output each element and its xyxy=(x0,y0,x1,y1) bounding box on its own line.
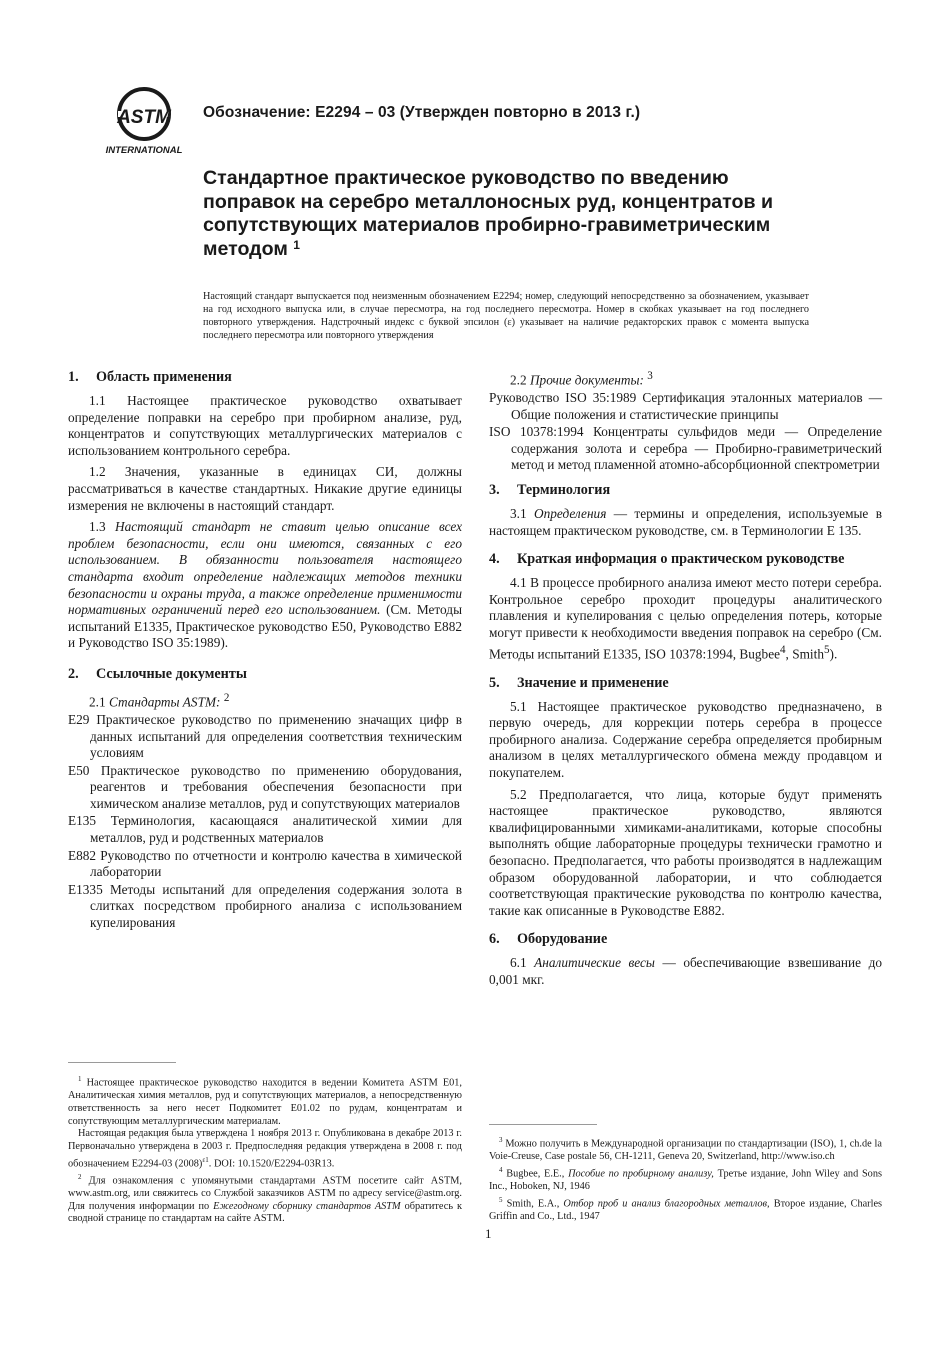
section-2-heading: 2. Ссылочные документы xyxy=(68,665,247,682)
logo-lettering: ASTM xyxy=(117,107,171,128)
reference-e882: E882 Руководство по отчетности и контролю качества в химической лаборатории xyxy=(68,847,462,880)
footnote-divider-right xyxy=(489,1124,597,1125)
footnote-1: $^1$ Настоящее практическое руководство находится в ведении Комитета ASTM E01, Аналитическая химия металлов, руд и сопутствующих материалов, а непосредственную ответственность за него несет Подкомитет E01.02 по рудам, концентратам и сопутствующим металлургическим материалам. xyxy=(68,1075,463,1127)
astm-logo xyxy=(104,86,184,156)
page-number: 1 xyxy=(485,1226,492,1241)
footnote-3: $^3$ Можно получить в Международной организации по стандартизации (ISO), 1, ch.de la Voie-Creuse, Case postale 56, CH-1211, Geneva 20, Switzerland, http://www.iso.ch xyxy=(489,1136,882,1163)
paragraph-1-3: 1.3 Настоящий стандарт не ставит целью описание всех проблем безопасности, если они имеются, связанных с его использованием. В обязанности пользователя настоящего стандарта входит определение надлежащих методов техники безопасности и охраны труда, а также определение применимости нормативных ограничений перед его использованием. (См. Методы испытаний E1335, Практическое руководство E50, Руководство E882 и Руководство ISO 35:1989). xyxy=(68,519,463,651)
section-5-heading: 5. Значение и применение xyxy=(489,674,669,691)
footnote-2: $^2$ Для ознакомления с упомянутыми стандартами ASTM посетите сайт ASTM, www.astm.org, или свяжитесь со Службой заказчиков ASTM по адресу service@astm.org. Для получения информации по Ежегодному сборнику стандартов ASTM обратитесь к сводной странице по стандартам на сайте ASTM. xyxy=(68,1172,462,1225)
paragraph-5-1: 5.1 Настоящее практическое руководство предназначено, в первую очередь, для коррекции потерь серебра в процессе пробирного анализа. Содержание серебра определяется пробирным анализом в целях металлургического обмена между продавцом и покупателем. xyxy=(489,698,882,780)
document-title: Стандартное практическое руководство по введению поправок на серебро металлоносных руд, концентратов и сопутствующих материалов пробирно-гравиметрическим методом $^1$ xyxy=(203,167,774,260)
section-3-heading: 3. Терминология xyxy=(489,481,611,498)
paragraph-1-1: 1.1 Настоящее практическое руководство охватывает определение поправки на серебро при пробирном анализе, руд, концентратов и сопутствующих металлургических материалов с использованием контрольного серебра. xyxy=(68,393,462,458)
designation: Обозначение: E2294 – 03 (Утвержден повторно в 2013 г.) xyxy=(203,104,641,121)
title-footnote-ref: 1 xyxy=(293,237,300,252)
section-1-heading: 1. Область применения xyxy=(68,369,232,385)
footnotes-left xyxy=(68,1073,462,1226)
paragraph-2-1: 2.1 Стандарты ASTM: $^2$ xyxy=(89,691,230,710)
paragraph-2-2: 2.2 Прочие документы: $^3$ xyxy=(510,370,653,388)
paragraph-5-2: 5.2 Предполагается, что лица, которые будут применять настоящее практическое руководство, являются квалифицированными химиками-аналитиками, которые способны выполнять общие лабораторные процедуры технически грамотно и безопасно. Предполагается, что работы производятся в надлежащим образом оборудованной лаборатории, и что соблюдается соответствующая практические руководства по контролю качества, такие как описанные в Руководстве E882. xyxy=(489,786,882,918)
reference-e29: E29 Практическое руководство по применению значащих цифр в данных испытаний для определения соответствия техническим условиям xyxy=(68,711,462,761)
paragraph-1-2: 1.2 Значения, указанные в единицах СИ, должны рассматриваться в качестве стандартных. Никакие другие единицы измерения не включены в настоящий стандарт. xyxy=(68,464,462,513)
section-6-heading: 6. Оборудование xyxy=(489,931,608,948)
footnotes-right xyxy=(489,1134,882,1223)
reference-iso-10378: ISO 10378:1994 Концентраты сульфидов меди — Определение содержания золота и серебра — Пробирно-гравиметрический метод и метод пламенной атомно-абсорбционной спектрометрии xyxy=(489,424,882,473)
reference-iso-35: Руководство ISO 35:1989 Сертификация эталонных материалов — Общие положения и статистические принципы xyxy=(489,390,882,422)
reference-e50: E50 Практическое руководство по применению оборудования, реагентов и требования обеспечения безопасности при химическом анализе металлов, руд и сопутствующих материалов xyxy=(68,762,462,811)
footnote-1-revision: Настоящая редакция была утверждена 1 ноября 2013 г. Опубликована в декабре 2013 г. Первоначально утверждена в 2003 г. Предпоследняя редакция утверждена в 2008 г. под обозначением E2294-03 $(2008)^{\varepsilon 1}$. DOI: 10.1520/E2294-03R13. xyxy=(68,1128,462,1170)
paragraph-3-1: 3.1 Определения — термины и определения, используемые в настоящем практическом руководстве, см. в Терминологии E 135. xyxy=(489,505,882,538)
issuance-notice: Настоящий стандарт выпускается под неизменным обозначением E2294; номер, следующий непосредственно за обозначением, указывает на год исходного выпуска или, в случае пересмотра, на год последнего пересмотра. Номер в скобках указывает на год последнего повторного утверждения. Надстрочный индекс с буквой эпсилон (ε) указывает на наличие редакторских правок с момента выпуска последнего пересмотра или повторного утверждения xyxy=(203,291,809,341)
left-column xyxy=(68,368,462,933)
logo-international: INTERNATIONAL xyxy=(105,145,183,156)
footnote-4: $^4$ Bugbee, E.E., Пособие по пробирному анализу, Третье издание, John Wiley and Sons Inc., Hoboken, NJ, 1946 xyxy=(489,1165,882,1192)
reference-e1335: E1335 Методы испытаний для определения содержания золота в слитках посредством пробирного анализа с использованием купелирования xyxy=(68,881,462,931)
right-column xyxy=(489,368,882,993)
footnote-divider-left xyxy=(68,1062,176,1063)
paragraph-4-1: 4.1 В процессе пробирного анализа имеют место потери серебра. Контрольное серебро проходит процедуры аналитического плавления и купелирования с целью определения потерь, которые могут привести к необходимости введения поправок на серебро (См. Методы испытаний E1335, ISO 10378:1994, Bugbee$^4$, Smith$^5$). xyxy=(489,575,882,661)
reference-e135: E135 Терминология, касающаяся аналитической химии для металлов, руд и родственных материалов xyxy=(68,813,462,846)
paragraph-6-1: 6.1 Аналитические весы — обеспечивающие взвешивание до 0,001 мкг. xyxy=(489,955,883,987)
section-4-heading: 4. Краткая информация о практическом руководстве xyxy=(489,551,845,568)
footnote-5: $^5$ Smith, E.A., Отбор проб и анализ благородных металлов, Второе издание, Charles Griffin and Co., Ltd., 1947 xyxy=(489,1195,883,1222)
